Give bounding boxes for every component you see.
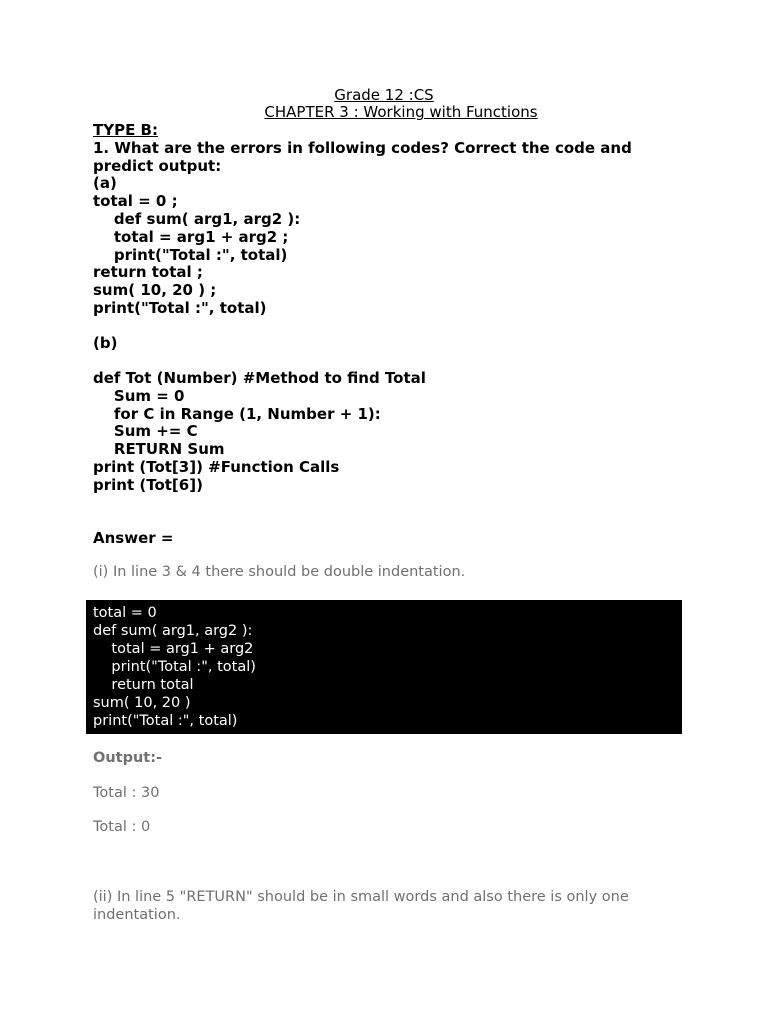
code-line: def sum( arg1, arg2 ): bbox=[93, 209, 301, 228]
code-line: total = 0 ; bbox=[93, 192, 178, 211]
grade-heading: Grade 12 :CS bbox=[334, 86, 434, 104]
part-a-label: (a) bbox=[93, 174, 117, 193]
chapter-heading: CHAPTER 3 : Working with Functions bbox=[264, 103, 538, 121]
code-line: sum( 10, 20 ) bbox=[93, 695, 191, 711]
note-i: (i) In line 3 & 4 there should be double indentation. bbox=[93, 564, 466, 580]
question-line: 1. What are the errors in following codes? Correct the code and bbox=[93, 138, 632, 157]
code-line: total = arg1 + arg2 bbox=[93, 641, 254, 657]
question-line: predict output: bbox=[93, 156, 222, 175]
code-line: print("Total :", total) bbox=[93, 659, 256, 675]
code-line: print (Tot[3]) #Function Calls bbox=[93, 457, 340, 476]
code-line: sum( 10, 20 ) ; bbox=[93, 281, 217, 300]
code-line: RETURN Sum bbox=[93, 440, 225, 459]
code-line: print("Total :", total) bbox=[93, 298, 267, 317]
output-line-1: Total : 30 bbox=[93, 785, 160, 801]
part-b-block bbox=[93, 370, 426, 495]
code-line: total = 0 bbox=[93, 605, 157, 621]
code-line: Sum = 0 bbox=[93, 386, 185, 405]
part-b-label: (b) bbox=[93, 334, 118, 352]
corrected-code-block bbox=[86, 600, 682, 734]
output-line-2: Total : 0 bbox=[93, 819, 151, 835]
code-line: return total ; bbox=[93, 263, 203, 282]
code-line: print (Tot[6]) bbox=[93, 475, 203, 494]
question-block bbox=[93, 122, 632, 318]
note-ii: (ii) In line 5 "RETURN" should be in small words and also there is only one indentation. bbox=[93, 889, 629, 923]
code-line: Sum += C bbox=[93, 422, 198, 441]
code-line: total = arg1 + arg2 ; bbox=[93, 227, 289, 246]
code-line: print("Total :", total) bbox=[93, 245, 288, 264]
code-line: def sum( arg1, arg2 ): bbox=[93, 623, 253, 639]
answer-label: Answer = bbox=[93, 529, 174, 547]
code-line: def Tot (Number) #Method to find Total bbox=[93, 369, 426, 387]
type-label: TYPE B: bbox=[93, 121, 158, 139]
code-line: return total bbox=[93, 677, 194, 693]
output-label: Output:- bbox=[93, 750, 163, 766]
code-line: for C in Range (1, Number + 1): bbox=[93, 404, 381, 423]
code-line: print("Total :", total) bbox=[93, 713, 238, 729]
